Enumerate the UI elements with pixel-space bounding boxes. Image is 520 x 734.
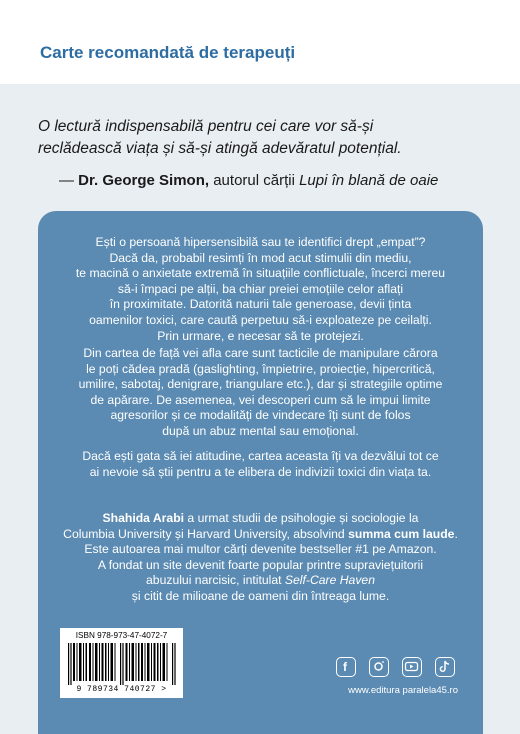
header-band <box>0 32 520 84</box>
text-line: Ești o persoană hipersensibilă sau te identifici drept „empat”? <box>95 235 426 249</box>
bio-line <box>38 573 483 589</box>
bio-line: și citit de milioane de oameni din întreaga lume. <box>131 588 390 603</box>
quote-attribution <box>59 172 499 189</box>
text-line: după un abuz mental sau emoțional. <box>162 423 359 438</box>
barcode-icon <box>68 643 176 685</box>
blurb-paragraph-2 <box>38 346 483 440</box>
svg-text:f: f <box>343 660 347 674</box>
text-line: umilire, sabotaj, denigrare, triangulare etc.), dar și strategiile optime <box>78 377 443 392</box>
text-line: ai nevoie să știi pentru a te elibera de indivizii toxici din viața ta. <box>89 464 432 479</box>
text-line: Prin urmare, e necesar să te protejezi. <box>157 328 364 343</box>
bio-line: A fondat un site devenit foarte popular printre supraviețuitorii <box>97 557 424 572</box>
facebook-icon[interactable] <box>336 657 356 677</box>
text-line: Dacă ești gata să iei atitudine, cartea aceasta îți va dezvălui tot ce <box>82 449 439 463</box>
blurb-paragraph-1 <box>38 235 483 344</box>
bio-text: . <box>454 526 458 541</box>
quote-author: Dr. George Simon, <box>78 172 210 189</box>
quote-line: reclădească viața și să-și atingă adevăratul potențial. <box>38 140 402 157</box>
youtube-icon[interactable] <box>402 657 422 677</box>
author-name: Shahida Arabi <box>102 511 185 525</box>
social-links <box>336 657 456 679</box>
tiktok-icon[interactable] <box>435 657 455 677</box>
barcode-digits: 9 789734 740727 > <box>76 685 167 694</box>
attribution-dash: — <box>59 172 79 189</box>
bio-line: Este autoarea mai multor cărți devenite bestseller #1 pe Amazon. <box>84 542 437 557</box>
text-line: le poți cădea pradă (gaslighting, împietrire, proiecție, hipercritică, <box>86 361 435 376</box>
recommendation-title: Carte recomandată de terapeuți <box>40 43 296 62</box>
author-description: autorul cărții <box>209 172 300 189</box>
bio-text: a urmat studii de psihologie și sociologie la <box>184 511 419 525</box>
bio-text: Columbia University și Harvard University, absolvind <box>63 526 349 541</box>
top-strip <box>0 0 520 32</box>
bio-honor: summa cum laude <box>348 526 455 541</box>
text-line: agresorilor și ce modalități de vindecare îți sunt de folos <box>110 408 411 423</box>
text-line: te macină o anxietate extremă în situațiile conflictuale, încerci mereu <box>75 266 446 281</box>
text-line: Dacă da, probabil resimți în mod acut stimulii din mediu, <box>109 250 412 265</box>
quote-line: O lectură indispensabilă pentru cei care vor să-și <box>38 118 374 135</box>
bio-line <box>38 527 483 543</box>
text-line: oamenilor toxici, care caută perpetuu să-i exploateze pe ceilalți. <box>89 312 432 327</box>
publisher-website-link[interactable]: www.editura paralela45.ro <box>348 685 458 696</box>
text-line: Din cartea de față vei afla care sunt tacticile de manipulare cărora <box>83 346 438 360</box>
endorsement-quote <box>38 116 488 160</box>
instagram-icon[interactable] <box>369 657 389 677</box>
text-line: de apărare. De asemenea, vei descoperi cum să le impui limite <box>90 392 431 407</box>
site-name: Self-Care Haven <box>284 573 375 588</box>
blurb-paragraph-3 <box>38 449 483 480</box>
isbn-barcode <box>60 628 183 698</box>
text-line: să-i împaci pe alții, ba chiar preiei emoțiile celor aflați <box>117 281 404 296</box>
blurb-panel <box>38 211 483 734</box>
bio-text: abuzului narcisic, intitulat <box>146 573 285 588</box>
text-line: în proximitate. Datorită naturii tale generoase, devii ținta <box>109 297 412 312</box>
bio-line <box>38 511 483 527</box>
isbn-number: ISBN 978-973-47-4072-7 <box>75 631 168 640</box>
author-bio <box>38 511 483 605</box>
author-book-title: Lupi în blană de oaie <box>299 172 439 189</box>
